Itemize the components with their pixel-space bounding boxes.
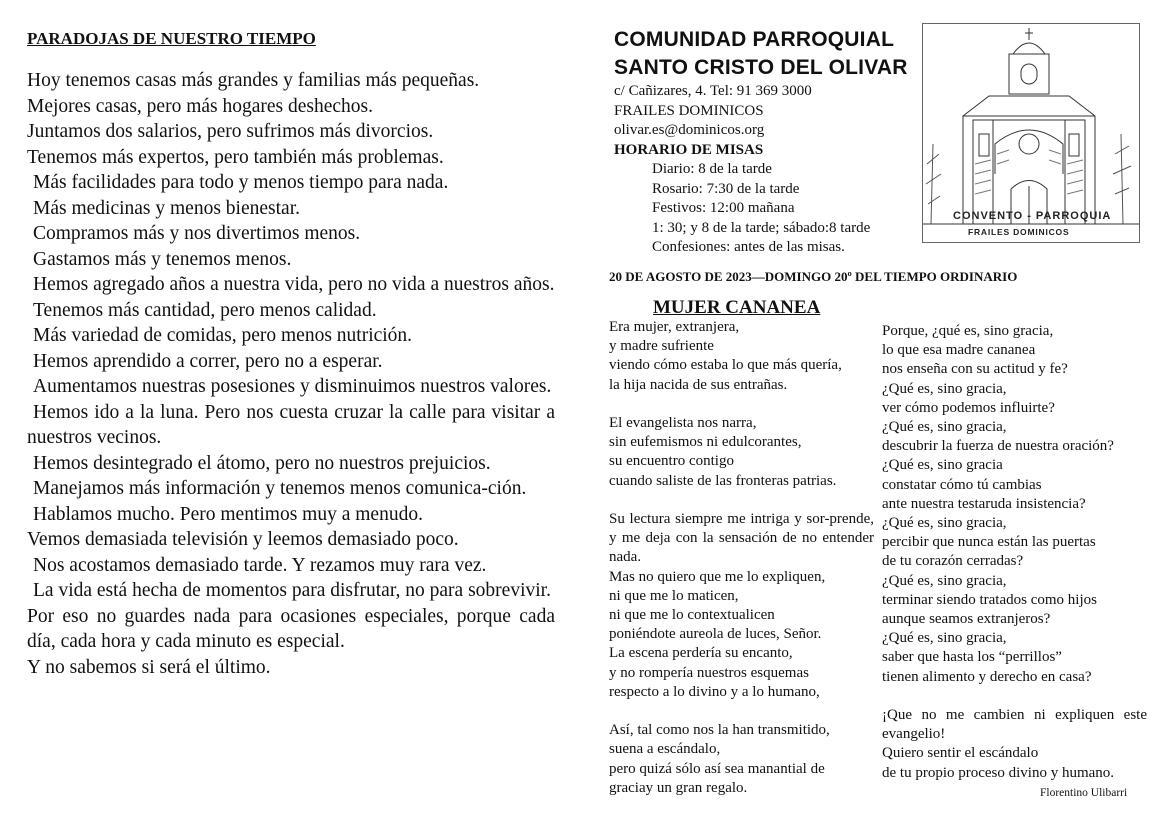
poem-column-1 <box>609 318 874 798</box>
paradox-line: Hemos desintegrado el átomo, pero no nuestros prejuicios. <box>33 452 491 474</box>
poem-line: Quiero sentir el escándalo <box>882 745 1039 762</box>
poem-line: La escena perdería su encanto, <box>609 645 793 662</box>
poem-line: la hija nacida de sus entrañas. <box>609 376 788 393</box>
paradox-line: Por eso no guardes nada para ocasiones especiales, porque cada día, cada hora y cada minuto es especial. <box>27 605 555 652</box>
poem-line: constatar cómo tú cambias <box>882 476 1042 493</box>
poem-line: pero quizá sólo así sea manantial de <box>609 760 825 777</box>
poem-line: ¿Qué es, sino gracia <box>882 457 1003 474</box>
poem-line: ver cómo podemos influirte? <box>882 399 1055 416</box>
poem-line: Era mujer, extranjera, <box>609 319 740 335</box>
poem-line: ¿Qué es, sino gracia, <box>882 419 1007 436</box>
poem-line: Mas no quiero que me lo expliquen, <box>609 568 826 585</box>
poem-line: saber que hasta los “perrillos” <box>882 649 1062 666</box>
paradox-line: Gastamos más y tenemos menos. <box>33 248 292 270</box>
poem-column-2 <box>882 322 1147 783</box>
poem-line: cuando saliste de las fronteras patrias. <box>609 472 837 489</box>
poem-line: poniéndote aureola de luces, Señor. <box>609 626 822 643</box>
poem-line <box>609 395 874 414</box>
poem-line: aunque seamos extranjeros? <box>882 611 1051 628</box>
liturgical-date: 20 DE AGOSTO DE 2023—DOMINGO 20º DEL TIEMPO ORDINARIO <box>609 269 1018 284</box>
poem-line: ¡Que no me cambien ni expliquen este evangelio! <box>882 707 1147 743</box>
church-caption-subtitle: FRAILES DOMINICOS <box>968 227 1070 237</box>
mass-schedule-line: 1: 30; y 8 de la tarde; sábado:8 tarde <box>652 219 871 236</box>
poem-line <box>609 702 874 721</box>
poem-author: Florentino Ulibarri <box>1040 787 1128 799</box>
paradox-list <box>27 68 555 680</box>
poem-line: nos enseña con su actitud y fe? <box>882 361 1068 378</box>
poem-line: Su lectura siempre me intriga y sor-prende, y me deja con la sensación de no entender nada. <box>609 511 874 566</box>
poem-line: ante nuestra testaruda insistencia? <box>882 495 1086 512</box>
paradox-line: Juntamos dos salarios, pero sufrimos más divorcios. <box>27 121 434 142</box>
poem-line: Porque, ¿qué es, sino gracia, <box>882 323 1054 339</box>
poem-line: El evangelista nos narra, <box>609 415 757 431</box>
poem-line: suena a escándalo, <box>609 741 721 758</box>
mass-schedule-title: HORARIO DE MISAS <box>614 141 764 158</box>
poem-line: descubrir la fuerza de nuestra oración? <box>882 438 1114 455</box>
paradox-line: Hemos agregado años a nuestra vida, pero no vida a nuestros años. <box>33 274 555 295</box>
poem-line <box>609 491 874 510</box>
poem-line: Así, tal como nos la han transmitido, <box>609 722 830 739</box>
parish-header <box>614 26 914 258</box>
paradox-line: Aumentamos nuestras posesiones y disminuimos nuestros valores. <box>33 376 552 397</box>
poem-line: de tu corazón cerradas? <box>882 553 1024 570</box>
paradox-line: Más facilidades para todo y menos tiempo para nada. <box>33 172 449 193</box>
poem-line: ¿Qué es, sino gracia, <box>882 380 1007 397</box>
poem-line: y madre sufriente <box>609 338 714 355</box>
mass-schedule-line: Confesiones: antes de las misas. <box>652 239 845 255</box>
paradox-line: Hemos aprendido a correr, pero no a esperar. <box>33 350 383 372</box>
paradox-line: Mejores casas, pero más hogares deshechos. <box>27 95 374 117</box>
poem-title: MUJER CANANEA <box>653 297 821 318</box>
poem-line: tienen alimento y derecho en casa? <box>882 668 1092 685</box>
poem-line: respecto a lo divino y a lo humano, <box>609 683 820 700</box>
parish-address: c/ Cañizares, 4. Tel: 91 369 3000 <box>614 83 812 99</box>
paradox-line: Compramos más y nos divertimos menos. <box>33 223 361 244</box>
paradox-line: Y no sabemos si será el último. <box>27 656 271 678</box>
mass-schedule-line: Festivos: 12:00 mañana <box>652 200 795 216</box>
poem-line: graciay un gran regalo. <box>609 779 748 796</box>
mass-schedule-line: Diario: 8 de la tarde <box>652 161 772 177</box>
mass-schedule-line: Rosario: 7:30 de la tarde <box>652 180 800 197</box>
poem-line: lo que esa madre cananea <box>882 342 1036 359</box>
poem-line: ¿Qué es, sino gracia, <box>882 630 1007 647</box>
poem-line: ¿Qué es, sino gracia, <box>882 515 1007 532</box>
paradox-line: Hemos ido a la luna. Pero nos cuesta cruzar la calle para visitar a nuestros vecinos. <box>27 401 555 448</box>
parish-name-line-1: COMUNIDAD PARROQUIAL <box>614 28 895 51</box>
poem-line: ni que me lo contextualicen <box>609 607 775 624</box>
paradox-line: Más medicinas y menos bienestar. <box>33 197 300 219</box>
poem-line: terminar siendo tratados como hijos <box>882 591 1097 608</box>
paradox-line: Manejamos más información y tenemos menos comunica-ción. <box>33 478 527 499</box>
poem-line: ni que me lo maticen, <box>609 587 739 604</box>
poem-line: su encuentro contigo <box>609 453 734 470</box>
parish-name <box>614 26 914 82</box>
parish-email[interactable]: olivar.es@dominicos.org <box>614 122 765 138</box>
paradoxes-section <box>27 28 555 680</box>
paradoxes-title: PARADOJAS DE NUESTRO TIEMPO <box>27 29 316 48</box>
poem-line <box>882 687 1147 706</box>
paradox-line: Nos acostamos demasiado tarde. Y rezamos muy rara vez. <box>33 554 487 576</box>
parish-name-line-2: SANTO CRISTO DEL OLIVAR <box>614 56 908 79</box>
poem-line: de tu propio proceso divino y humano. <box>882 764 1115 781</box>
paradox-line: Tenemos más cantidad, pero menos calidad. <box>33 299 377 321</box>
paradox-line: Hoy tenemos casas más grandes y familias más pequeñas. <box>27 70 480 91</box>
poem-line: viendo cómo estaba lo que más quería, <box>609 357 842 374</box>
poem-line: sin eufemismos ni edulcorantes, <box>609 434 802 451</box>
poem-line: percibir que nunca están las puertas <box>882 534 1096 551</box>
parish-order: FRAILES DOMINICOS <box>614 102 764 119</box>
paradox-line: Tenemos más expertos, pero también más problemas. <box>27 146 444 168</box>
church-illustration <box>922 23 1140 243</box>
poem-line: y no rompería nuestros esquemas <box>609 664 809 681</box>
paradox-line: Hablamos mucho. Pero mentimos muy a menudo. <box>33 503 423 525</box>
church-caption: CONVENTO - PARROQUIA <box>953 210 1112 222</box>
poem-line: ¿Qué es, sino gracia, <box>882 572 1007 589</box>
paradox-line: Vemos demasiada televisión y leemos demasiado poco. <box>27 529 459 550</box>
paradox-line: Más variedad de comidas, pero menos nutrición. <box>33 325 413 346</box>
paradox-line: La vida está hecha de momentos para disfrutar, no para sobrevivir. <box>33 580 551 601</box>
